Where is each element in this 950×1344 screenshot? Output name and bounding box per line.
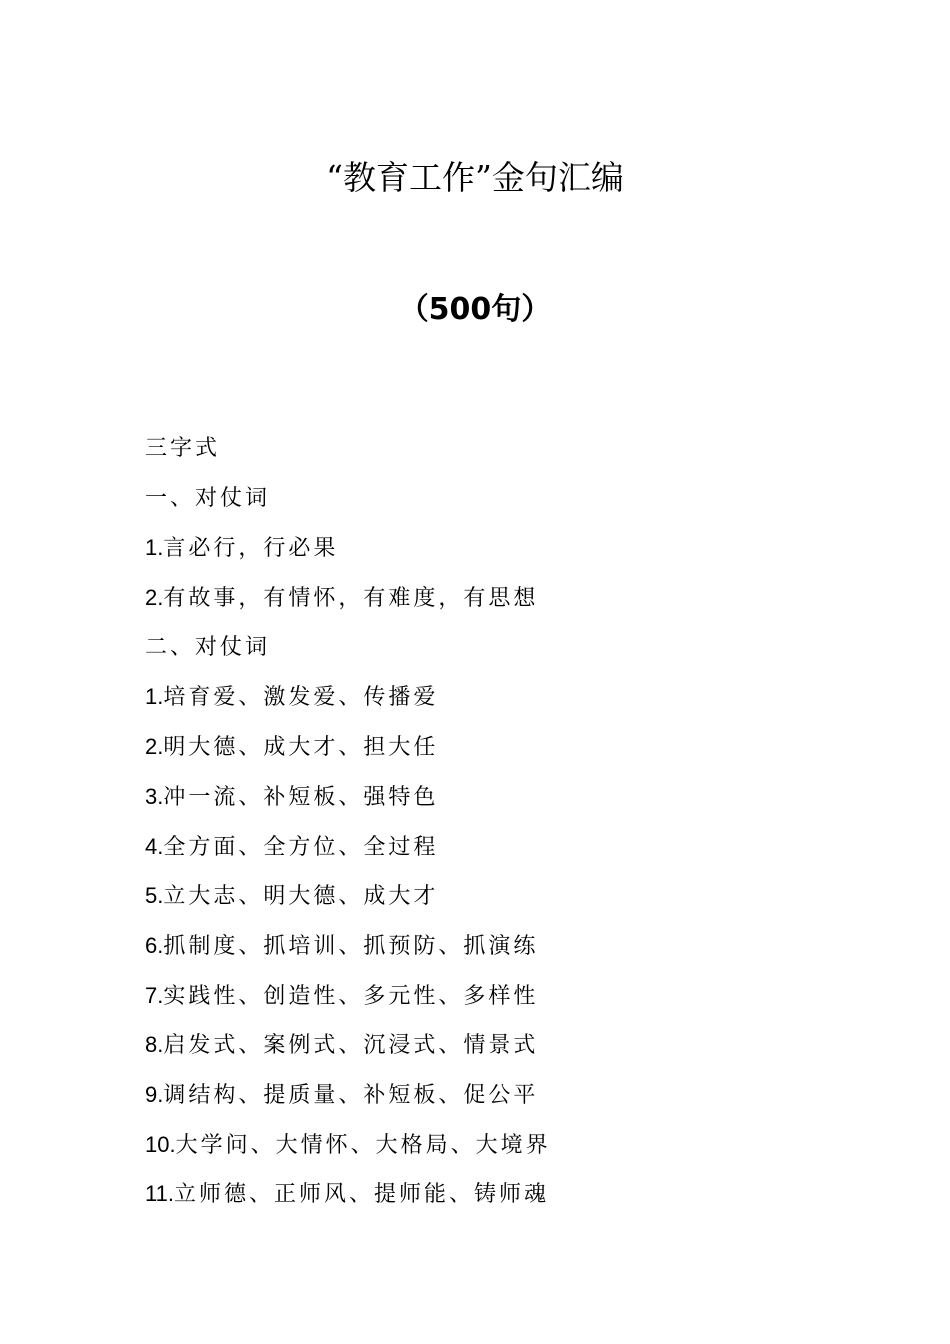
line-number: 4. (145, 833, 164, 859)
numbered-line (145, 530, 845, 580)
line-number: 2. (145, 734, 164, 760)
numbered-line (145, 1127, 845, 1177)
line-text: 实践性、创造性、多元性、多样性 (163, 983, 539, 1009)
line-text: 一、对仗词 (145, 485, 271, 511)
line-number: 1. (145, 684, 164, 710)
line-number: 6. (145, 932, 164, 958)
line-text: 大学问、大情怀、大格局、大境界 (175, 1132, 551, 1158)
document-title: “教育工作”金句汇编 (326, 158, 624, 197)
line-number: 3. (145, 783, 164, 809)
section-heading (145, 431, 845, 481)
document-subtitle: （500句） (398, 292, 552, 327)
numbered-line (145, 729, 845, 779)
line-number: 5. (145, 883, 164, 909)
line-number: 2. (145, 585, 164, 611)
line-text: 立师德、正师风、提师能、铸师魂 (173, 1182, 549, 1208)
line-number: 9. (145, 1081, 164, 1107)
numbered-line (145, 679, 845, 729)
numbered-line (145, 1027, 845, 1077)
section-heading (145, 630, 845, 680)
line-number: 10. (145, 1131, 176, 1157)
line-text: 有故事，有情怀，有难度，有思想 (163, 586, 539, 612)
line-text: 二、对仗词 (145, 634, 271, 660)
numbered-line (145, 779, 845, 829)
numbered-line (145, 928, 845, 978)
line-text: 言必行，行必果 (163, 536, 339, 562)
numbered-line (145, 580, 845, 630)
line-number: 8. (145, 1032, 164, 1058)
line-number: 1. (145, 535, 164, 561)
numbered-line (145, 1176, 845, 1226)
line-text: 三字式 (145, 436, 221, 461)
line-text: 调结构、提质量、补短板、促公平 (163, 1082, 539, 1108)
line-text: 抓制度、抓培训、抓预防、抓演练 (163, 933, 539, 959)
line-text: 全方面、全方位、全过程 (163, 834, 439, 860)
numbered-line (145, 878, 845, 928)
numbered-line (145, 829, 845, 879)
line-text: 启发式、案例式、沉浸式、情景式 (163, 1033, 539, 1059)
numbered-line (145, 1077, 845, 1127)
section-heading (145, 481, 845, 531)
numbered-line (145, 978, 845, 1028)
line-text: 培育爱、激发爱、传播爱 (163, 685, 439, 711)
document-body (145, 431, 845, 1226)
line-text: 明大德、成大才、担大任 (163, 735, 439, 761)
line-text: 冲一流、补短板、强特色 (163, 784, 439, 810)
line-text: 立大志、明大德、成大才 (163, 884, 439, 910)
line-number: 7. (145, 982, 164, 1008)
line-number: 11. (145, 1181, 174, 1207)
